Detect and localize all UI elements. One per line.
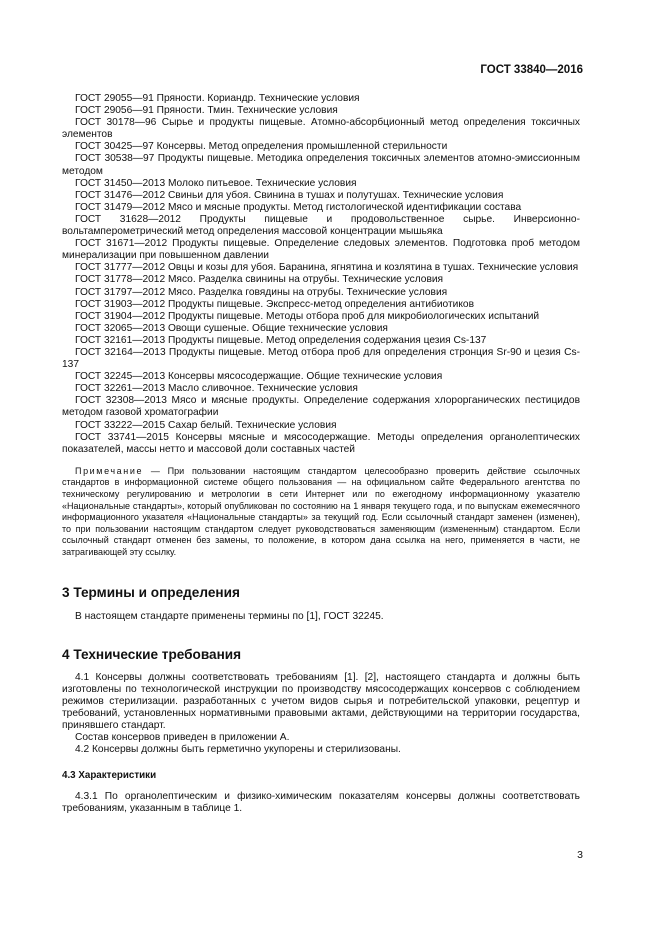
reference-item: ГОСТ 31903—2012 Продукты пищевые. Экспресс-метод определения антибиотиков [75,298,474,310]
reference-item: ГОСТ 31777—2012 Овцы и козы для убоя. Баранина, ягнятина и козлятина в тушах. Технические условия [75,262,579,274]
clause-4-3-1: 4.3.1 По органолептическим и физико-химическим показателям консервы должны соответствовать требованиям, указанным в таблице 1. [62,791,580,815]
reference-item: ГОСТ 32261—2013 Масло сливочное. Технические условия [75,383,358,395]
reference-item: ГОСТ 29055—91 Пряности. Кориандр. Технические условия [75,93,360,104]
reference-item: ГОСТ 32245—2013 Консервы мясосодержащие. Общие технические условия [75,371,443,383]
section-4-title: 4 Технические требования [62,646,242,662]
reference-item: ГОСТ 30538—97 Продукты пищевые. Методика определения токсичных элементов атомно-эмиссионным методом [62,153,580,177]
reference-item: ГОСТ 33741—2015 Консервы мясные и мясосодержащие. Методы определения органолептических показателей, массы нетто и массовой доли составных частей [62,431,580,455]
reference-item: ГОСТ 31476—2012 Свиньи для убоя. Свинина в тушах и полутушах. Технические условия [75,189,504,201]
section-3-text: В настоящем стандарте применены термины по [1], ГОСТ 32245. [75,610,384,622]
reference-item: ГОСТ 31479—2012 Мясо и мясные продукты. Метод гистологической идентификации состава [75,201,522,213]
reference-item: ГОСТ 32164—2013 Продукты пищевые. Метод отбора проб для определения стронция Sr-90 и цезия Cs-137 [62,346,580,371]
clause-4-2: 4.2 Консервы должны быть герметично укупорены и стерилизованы. [75,744,401,756]
reference-item: ГОСТ 29056—91 Пряности. Тмин. Технические условия [75,105,338,117]
composition-note: Состав консервов приведен в приложении А. [75,732,290,744]
note-prefix: Примечание [75,465,144,476]
reference-item: ГОСТ 31778—2012 Мясо. Разделка свинины на отрубы. Технические условия [75,274,444,286]
reference-item: ГОСТ 31671—2012 Продукты пищевые. Определение следовых элементов. Подготовка проб методом минерализации при повышенном давлении [62,238,580,262]
page-content [62,93,580,816]
reference-item: ГОСТ 30178—96 Сырье и продукты пищевые. Атомно-абсорбционный метод определения токсичных элементов [62,117,580,141]
reference-item: ГОСТ 31797—2012 Мясо. Разделка говядины на отрубы. Технические условия [75,286,448,298]
reference-item: ГОСТ 31628—2012 Продукты пищевые и продовольственное сырье. Инверсионно-вольтамперометрический метод определения массовой концентрации мышьяка [62,213,580,238]
reference-item: ГОСТ 33222—2015 Сахар белый. Технические условия [75,419,337,431]
section-3-title: 3 Термины и определения [62,584,240,600]
reference-item: ГОСТ 31904—2012 Продукты пищевые. Методы отбора проб для микробиологических испытаний [75,310,540,322]
reference-item: ГОСТ 30425—97 Консервы. Метод определения промышленной стерильности [75,141,448,153]
subsection-4-3-title: 4.3 Характеристики [62,770,157,782]
reference-item: ГОСТ 32308—2013 Мясо и мясные продукты. Определение содержания хлорорганических пестицидов методом газовой хроматографии [62,395,580,419]
page-number: 3 [577,849,583,861]
document-header: ГОСТ 33840—2016 [480,64,583,76]
note-text: — При пользовании настоящим стандартом целесообразно проверить действие ссылочных стандартов в информационной системе общего пользования — на официальном сайте Федерального агентства по техническому регулированию и метрологии в сети Интернет или по ежегодному информационному указателю «Национальные стандарты», который опубликован по состоянию на 1 января текущего года, и по выпускам ежемесячного информационного указателя «Национальные стандарты» за текущий год. Если ссылочный стандарт заменен (изменен), то при пользовании настоящим стандартом следует руководствоваться заменяющим (измененным) стандартом. Если ссылочный стандарт отменен без замены, то положение, в котором дана ссылка на него, применяется в части, не затрагивающей эту ссылку. [62,465,580,557]
clause-4-1: 4.1 Консервы должны соответствовать требованиям [1]. [2], настоящего стандарта и должны быть изготовлены по технологической инструкции по производству мясосодержащих консервов с соблюдением режимов стерилизации. разработанных с учетом видов сырья и потребительской упаковки, рецептур и требований, установленных нормативными правовыми актами, действующими на территории государства, принявшего стандарт. [62,671,580,732]
reference-item: ГОСТ 31450—2013 Молоко питьевое. Технические условия [75,177,357,189]
normative-references-list [62,93,580,456]
reference-item: ГОСТ 32065—2013 Овощи сушеные. Общие технические условия [75,322,388,334]
reference-item: ГОСТ 32161—2013 Продукты пищевые. Метод определения содержания цезия Cs-137 [75,334,487,346]
references-note [62,466,580,559]
